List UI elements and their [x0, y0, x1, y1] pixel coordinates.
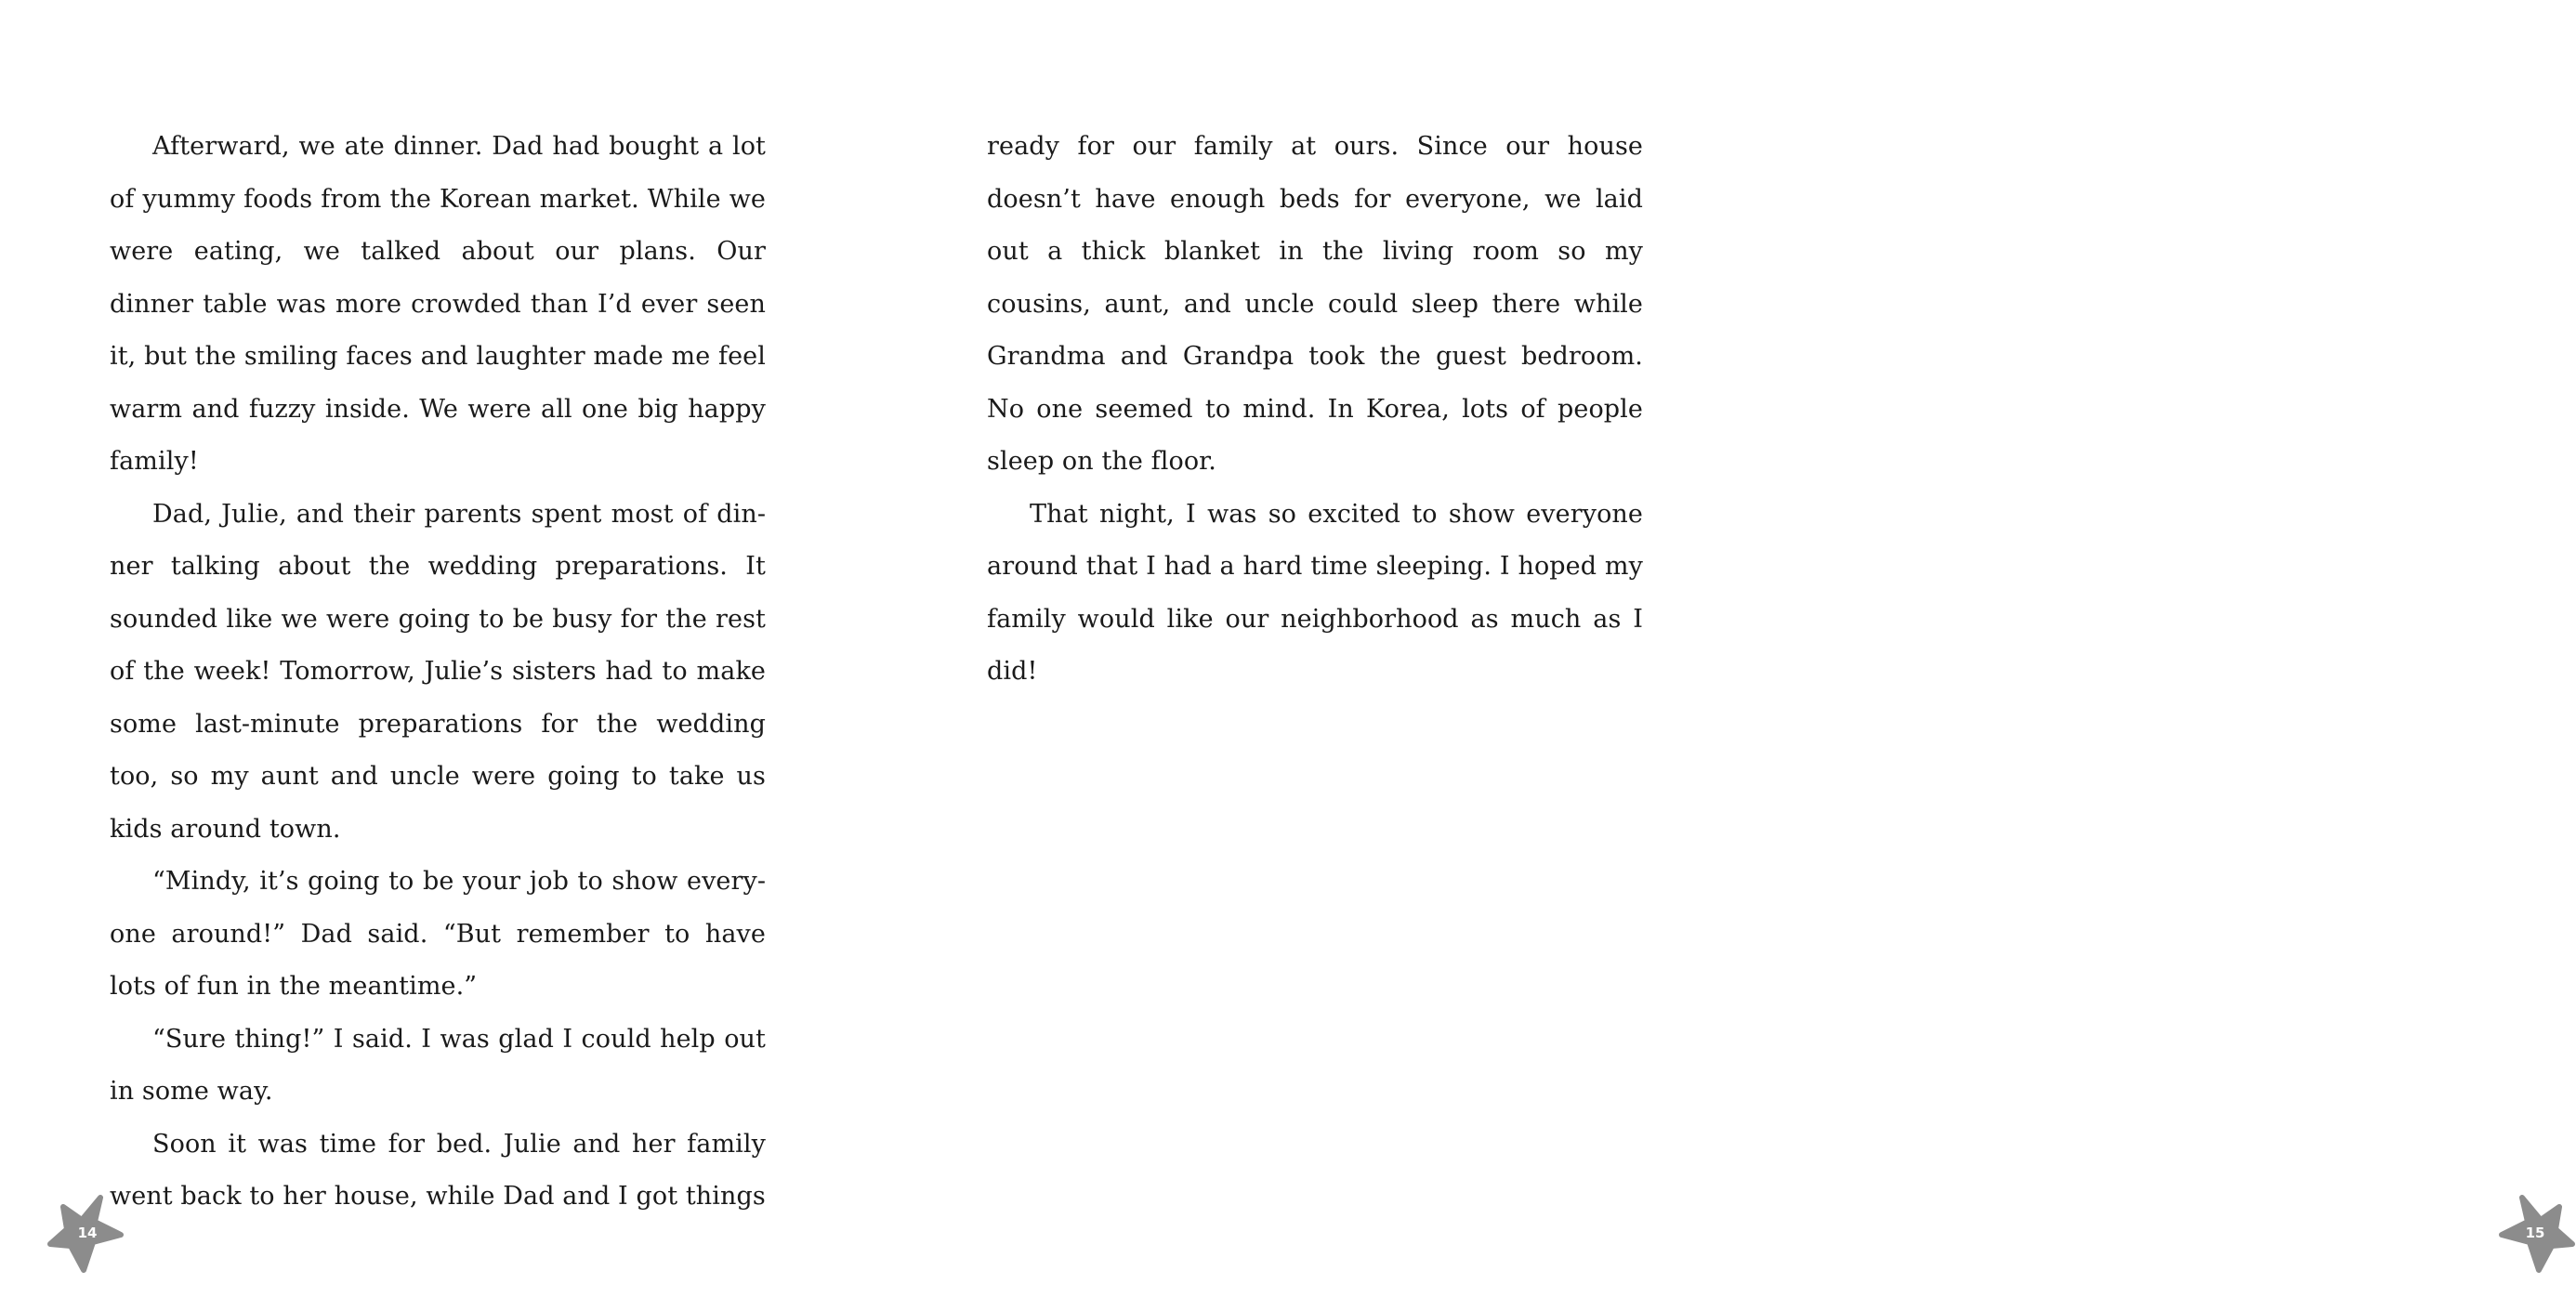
- paragraph: ready for our family at ours. Since our house doesn’t have enough beds for everyone, we laid out a thick blanket in the living room so my cousins, aunt, and uncle could sleep there while Grandma and Grandpa took the guest bedroom. No one seemed to mind. In Korea, lots of people sleep on the floor.: [987, 132, 1643, 476]
- right-page-text: [987, 121, 1643, 699]
- paragraph: “Sure thing!” I said. I was glad I could help out in some way.: [110, 1024, 766, 1106]
- page-number: 14: [77, 1225, 98, 1241]
- left-page: [0, 0, 872, 1297]
- paragraph: “Mindy, it’s going to be your job to show everyone around!” Dad said. “But remember to have lots of fun in the meantime.”: [110, 867, 766, 1001]
- paragraph: Dad, Julie, and their parents spent most of dinner talking about the wedding preparations. It sounded like we were going to be busy for the rest of the week! Tomorrow, Julie’s sisters had to make some last-minute preparations for the wedding too, so my aunt and uncle were going to take us kids around town.: [110, 499, 766, 844]
- paragraph: That night, I was so excited to show everyone around that I had a hard time sleeping. I hoped my family would like our neighborhood as much as I did!: [987, 499, 1643, 686]
- right-page: [872, 0, 2545, 1297]
- paragraph: Soon it was time for bed. Julie and her family went back to her house, while Dad and I got things: [110, 1129, 766, 1211]
- page-number-badge: [2498, 1194, 2576, 1272]
- page-number-badge: [46, 1194, 125, 1272]
- page-number: 15: [2525, 1225, 2545, 1241]
- paragraph: Afterward, we ate dinner. Dad had bought a lot of yummy foods from the Korean market. While we were eating, we talked about our plans. Our dinner table was more crowded than I’d ever seen it, but the smiling faces and laughter made me feel warm and fuzzy inside. We were all one big happy family!: [110, 132, 766, 476]
- left-page-text: [110, 121, 766, 1224]
